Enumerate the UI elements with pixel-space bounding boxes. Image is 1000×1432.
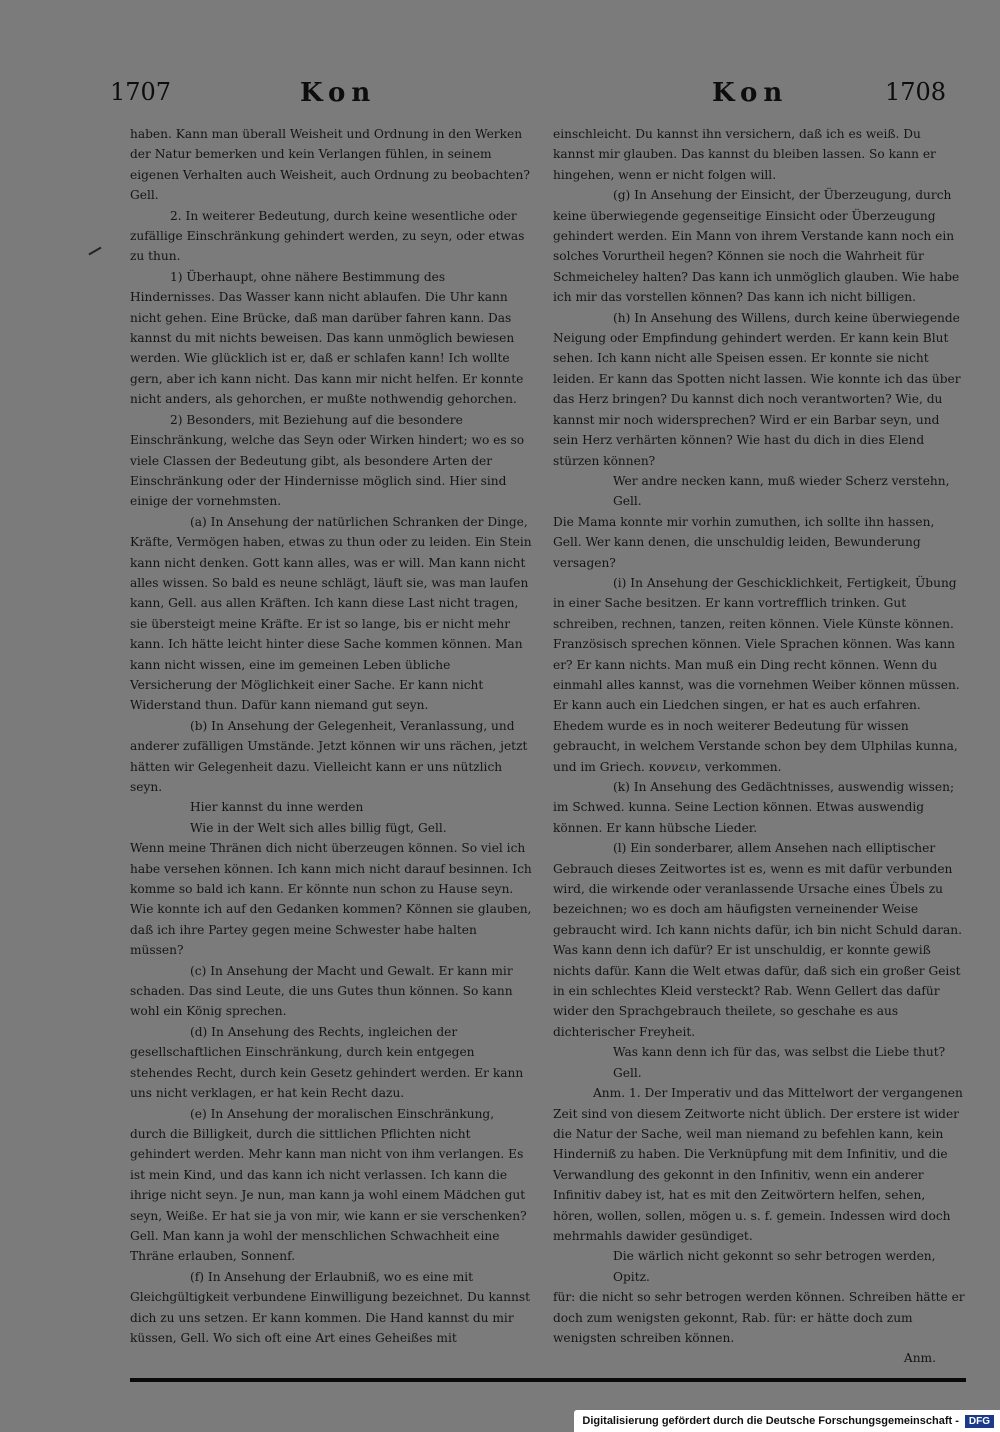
paragraph: (a) In Ansehung der natürlichen Schranken der Dinge, Kräfte, Vermögen haben, etwas zu thun oder zu leiden. Ein Stein kann nicht denken. Gott kann alles, was er will. Man kann nicht alles wissen. So bald es neune schlägt, läuft sie, was man laufen kann, Gell. aus allen Kräften. Ich kann diese Last nicht tragen, sie übersteigt meine Kräfte. Er ist so lange, bis er nicht mehr kann. Ich hätte leicht hinter diese Sache kommen können. Man kann nicht wissen, eine im gemeinen Leben übliche Versicherung der Möglichkeit einer Sache. Er kann nicht Widerstand thun. Dafür kann niemand gut seyn. [130,514,532,713]
paragraph: einschleicht. Du kannst ihn versichern, daß ich es weiß. Du kannst mir glauben. Das kannst du bleiben lassen. So kann er hingehen, wenn er nicht folgen will. [553,127,936,182]
paragraph: (g) In Ansehung der Einsicht, der Überzeugung, durch keine überwiegende gegenseitige Einsicht oder Überzeugung gehindert werden. Ein Mann von ihrem Verstande kann noch ein solches Vorurtheil hegen? Können sie noch die Wahrheit für Schmeicheley halten? Das kann ich unmöglich glauben. Wie habe ich mir das vorstellen können? Das kann ich nicht billigen. [553,188,960,305]
paragraph: (d) In Ansehung des Rechts, ingleichen der gesellschaftlichen Einschränkung, durch kein entgegen stehendes Recht, durch kein Gesetz gehindert werden. Er kann uns nicht verklagen, er hat kein Recht dazu. [130,1024,524,1101]
paragraph: (f) In Ansehung der Erlaubniß, wo es eine mit Gleichgültigkeit verbundene Einwilligung bezeichnet. Du kannst dich zu uns setzen. Er kann kommen. Die Hand kannst du mir küssen, Gell. Wo sich oft eine Art eines Geheißes mit [130,1269,530,1345]
left-column [130,124,532,1348]
paragraph: 1) Überhaupt, ohne nähere Bestimmung des Hindernisses. Das Wasser kann nicht ablaufen. Die Uhr kann nicht gehen. Eine Brücke, daß man darüber fahren kann. Das kannst du mit nichts beweisen. Das kann unmöglich bewiesen werden. Wie glücklich ist er, daß er schlafen kann! Ich wollte gern, aber ich kann nicht. Das kann mir nicht helfen. Er konnte nicht anders, als gehorchen, er mußte nothwendig gehorchen. [130,269,524,407]
dfg-logo: DFG [965,1415,994,1428]
margin-mark [88,247,101,256]
paragraph: (c) In Ansehung der Macht und Gewalt. Er kann mir schaden. Das sind Leute, die uns Gutes thun können. So kann wohl ein König sprechen. [130,963,513,1019]
verse-line: Wie in der Welt sich alles billig fügt, Gell. [190,820,447,835]
footer-text: Digitalisierung gefördert durch die Deutsche Forschungsgemeinschaft - [582,1415,959,1427]
right-column [553,124,966,1369]
funding-footer [574,1410,1000,1432]
paragraph: (b) In Ansehung der Gelegenheit, Veranlassung, und anderer zufälligen Umstände. Jetzt können wir uns rächen, jetzt hätten wir Gelegenheit dazu. Vielleicht kann er uns nützlich seyn. [130,718,528,794]
paragraph: (h) In Ansehung des Willens, durch keine überwiegende Neigung oder Empfindung gehindert werden. Er kann kein Blut sehen. Ich kann nicht alle Speisen essen. Er konnte sie nicht leiden. Er kann das Spotten nicht lassen. Wie konnte ich das über das Herz bringen? Du kannst dich noch verantworten? Wie, du kannst mir noch widersprechen? Wird er ein Barbar seyn, und sein Herz verhärten können? Wie hast du dich in dies Elend stürzen können? [553,310,961,468]
annotation-paragraph: Anm. 1. Der Imperativ und das Mittelwort der vergangenen Zeit sind von diesem Zeitworte nicht üblich. Der erstere ist wider die Natur der Sache, weil man niemand zu befehlen kann, kein Hinderniß zu haben. Die Verknüpfung mit dem Infinitiv, und die Verwandlung des gekonnt in den Infinitiv, wenn ein anderer Infinitiv dabey ist, hat es mit den Zeitwörtern helfen, sehen, hören, wollen, sollen, mögen u. s. f. gemein. Indessen wird doch mehrmahls dawider gesündiget. [553,1086,963,1243]
paragraph: haben. Kann man überall Weisheit und Ordnung in den Werken der Natur bemerken und kein Verlangen fühlen, in seinem eigenen Verhalten auch Weisheit, auch Ordnung zu beobachten? Gell. [130,127,530,203]
verse-line: Wer andre necken kann, muß wieder Scherz verstehn, Gell. [613,473,950,509]
paragraph: für: die nicht so sehr betrogen werden können. Schreiben hätte er doch zum wenigsten gekonnt, Rab. für: er hätte doch zum wenigsten schreiben können. [553,1290,965,1345]
verse-line: Was kann denn ich für das, was selbst die Liebe thut? Gell. [613,1045,946,1080]
paragraph: Die Mama konnte mir vorhin zumuthen, ich sollte ihn hassen, Gell. Wer kann denen, die unschuldig leiden, Bewunderung versagen? [553,514,935,570]
paragraph: (k) In Ansehung des Gedächtnisses, auswendig wissen; im Schwed. kunna. Seine Lection können. Etwas auswendig können. Er kann hübsche Lieder. [553,780,955,835]
paragraph: (i) In Ansehung der Geschicklichkeit, Fertigkeit, Übung in einer Sache besitzen. Er kann vortrefflich trinken. Gut schreiben, rechnen, tanzen, reiten können. Viele Künste können. Französisch sprechen können. Viele Sprachen können. Was kann er? Er kann nichts. Man muß ein Ding recht können. Wenn du einmahl alles kannst, was die vornehmen Weiber können müssen. Er kann auch ein Liedchen singen, er hat es auch erfahren. Ehedem wurde es in noch weiterer Bedeutung für wissen gebraucht, in welchem Verstande schon bey dem Ulphilas kunna, und im Griech. κοννειν, verkommen. [553,575,960,774]
paragraph: (l) Ein sonderbarer, allem Ansehen nach elliptischer Gebrauch dieses Zeitwortes ist es, wenn es mit dafür verbunden wird, die wirkende oder veranlassende Ursache eines Übels zu bezeichnen; wo es doch am häufigsten verneinender Weise gebraucht wird. Ich kann nichts dafür, ich bin nicht Schuld daran. Was kann denn ich dafür? Er ist unschuldig, er konnte gewiß nichts dafür. Kann die Welt etwas dafür, daß sich ein großer Geist in ein schlechtes Kleid versteckt? Rab. Wenn Gellert das dafür wider den Sprachgebrauch theilete, so geschahe es aus dichterischer Freyheit. [553,841,962,1039]
page-number-right: 1708 [885,78,947,106]
page-bottom-rule [130,1378,966,1382]
verse-line: Die wärlich nicht gekonnt so sehr betrogen werden, Opitz. [613,1249,936,1284]
running-headword-left: Kon [300,78,377,108]
paragraph: 2. In weiterer Bedeutung, durch keine wesentliche oder zufällige Einschränkung gehindert werden, zu seyn, oder etwas zu thun. [130,208,525,264]
verse-line: Hier kannst du inne werden [190,800,364,815]
paragraph: Wenn meine Thränen dich nicht überzeugen können. So viel ich habe versehen können. Ich kann mich nicht darauf besinnen. Ich komme so bald ich kann. Er könnte nun schon zu Hause seyn. Wie konnte ich auf den Gedanken kommen? Können sie glauben, daß ich ihre Partey gegen meine Schwester habe halten müssen? [130,841,532,958]
running-headword-right: Kon [712,78,789,108]
catchword: Anm. [903,1351,936,1366]
paragraph: (e) In Ansehung der moralischen Einschränkung, durch die Billigkeit, durch die sittlichen Pflichten nicht gehindert werden. Mehr kann man nicht von ihm verlangen. Es ist mein Kind, und das kann ich nicht verlassen. Ich kann die ihrige nicht seyn. Je nun, man kann ja wohl einem Mädchen gut seyn, Weiße. Er hat sie ja von mir, wie kann er sie verschenken? Gell. Man kann ja wohl der menschlichen Schwachheit eine Thräne erlauben, Sonnenf. [130,1106,527,1264]
page-number-left: 1707 [110,78,172,106]
paragraph: 2) Besonders, mit Beziehung auf die besondere Einschränkung, welche das Seyn oder Wirken hindert; wo es so viele Classen der Bedeutung gibt, als besondere Arten der Einschränkung oder der Hindernisse möglich sind. Hier sind einige der vornehmsten. [130,412,525,509]
